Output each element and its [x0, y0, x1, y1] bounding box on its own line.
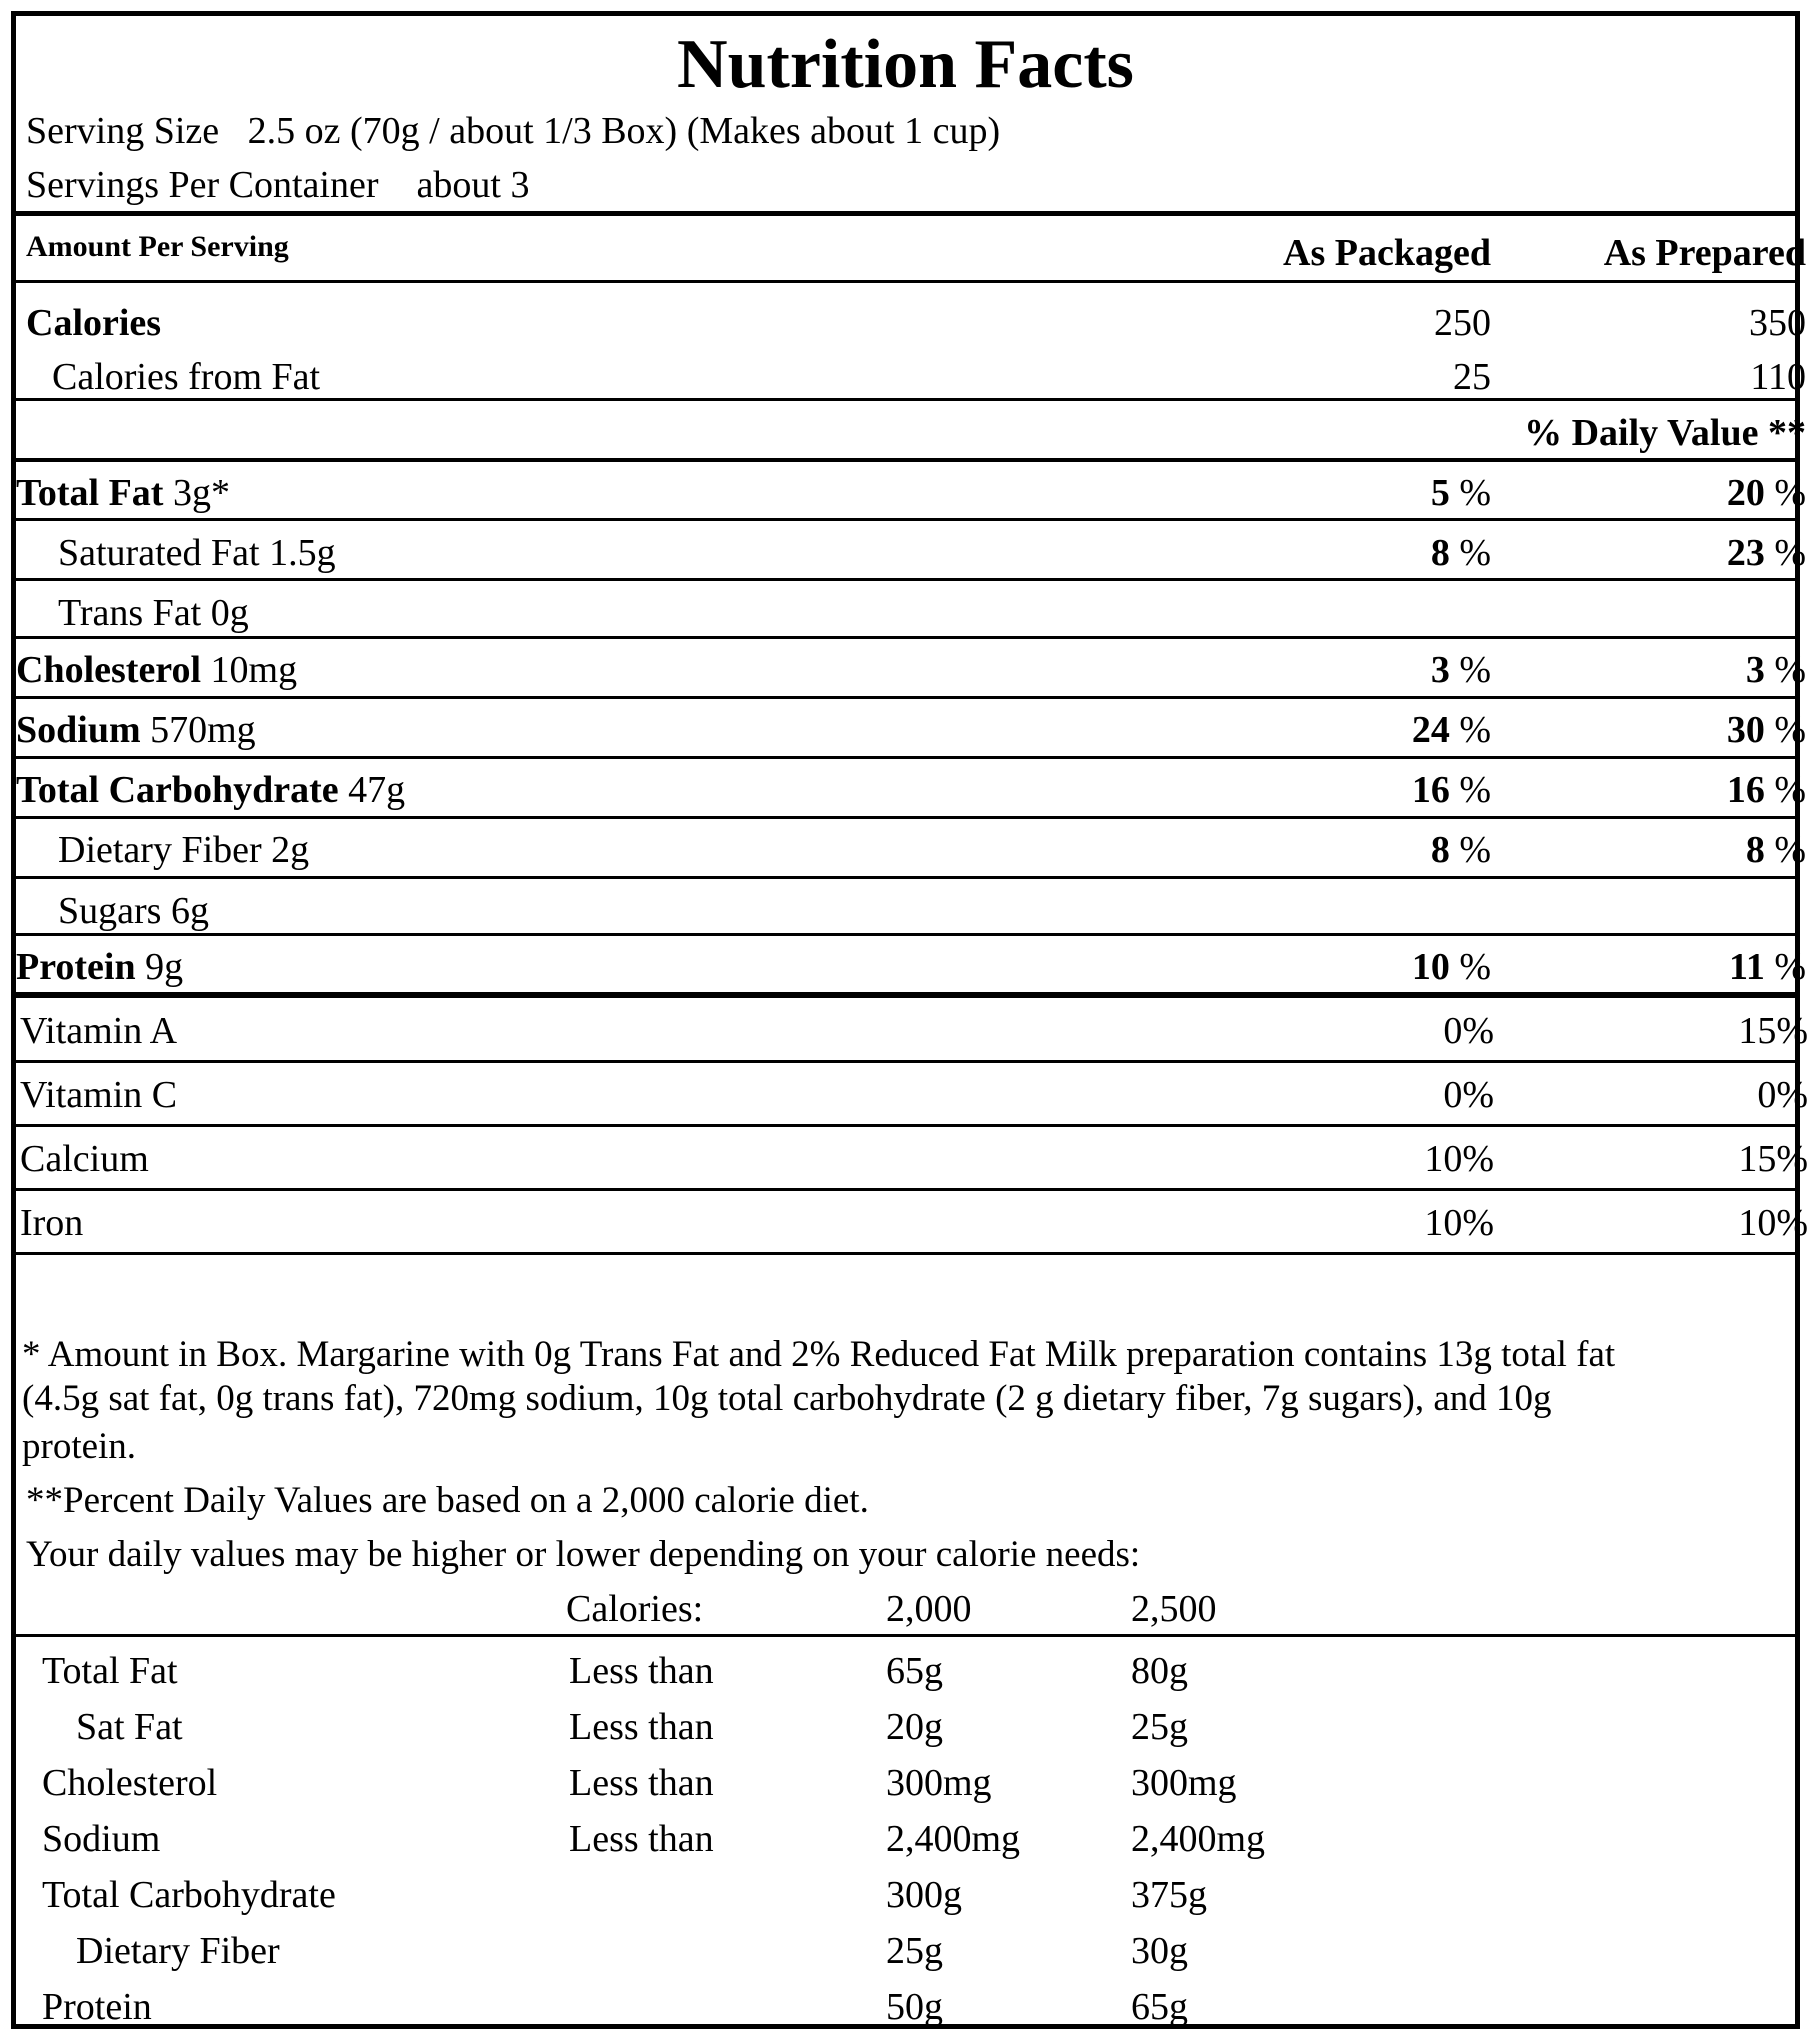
nutrient-dv-packaged: 5 % — [1430, 472, 1491, 514]
nutrient-row-sodium — [16, 711, 256, 749]
nutrient-amount: 6g — [170, 890, 209, 932]
dv-row-c2: 2,400mg — [1131, 1818, 1266, 1860]
vitamin-packaged: 10% — [1424, 1138, 1494, 1180]
divider-thick — [16, 211, 1795, 216]
dv-row-c1: 2,400mg — [886, 1818, 1021, 1860]
divider — [16, 636, 1795, 639]
nutrient-dv-prepared: 11 % — [1728, 946, 1806, 988]
dv-row-c2: 80g — [1131, 1650, 1188, 1692]
nutrient-name: Total Fat — [16, 472, 164, 514]
nutrient-amount: 0g — [210, 592, 249, 634]
dv-table-header-c2: 2,500 — [1131, 1588, 1217, 1630]
nutrient-dv-packaged: 10 % — [1411, 946, 1491, 988]
nutrient-row-dietary-fiber — [58, 831, 309, 869]
col-header-packaged: As Packaged — [1283, 232, 1491, 274]
divider — [16, 280, 1795, 283]
divider — [16, 458, 1795, 462]
nutrient-name: Sugars — [58, 890, 162, 932]
divider — [16, 1634, 1795, 1637]
serving-size-label: Serving Size — [26, 110, 220, 152]
calories-packaged: 250 — [1434, 302, 1491, 344]
divider — [16, 518, 1795, 521]
vitamin-name: Vitamin A — [20, 1010, 178, 1052]
divider — [16, 756, 1795, 759]
dv-row-name: Dietary Fiber — [76, 1930, 280, 1972]
divider — [16, 696, 1795, 699]
amount-per-serving: Amount Per Serving — [26, 230, 289, 263]
divider — [16, 1124, 1795, 1127]
nutrient-dv-prepared: 30 % — [1726, 709, 1806, 751]
nutrient-dv-prepared: 20 % — [1726, 472, 1806, 514]
dv-row-qualifier: Less than — [569, 1818, 714, 1860]
dv-row-c2: 375g — [1131, 1874, 1207, 1916]
vitamin-packaged: 10% — [1424, 1202, 1494, 1244]
dv-row-name: Protein — [42, 1986, 152, 2028]
dv-row-c1: 65g — [886, 1650, 943, 1692]
nutrient-dv-prepared: 23 % — [1726, 532, 1806, 574]
divider — [16, 933, 1795, 936]
footnote-line: * Amount in Box. Margarine with 0g Trans Fat and 2% Reduced Fat Milk preparation contains 13g total fat — [22, 1334, 1616, 1375]
vitamin-prepared: 15% — [1738, 1010, 1808, 1052]
nutrient-row-saturated-fat — [58, 534, 336, 572]
dv-row-name: Cholesterol — [42, 1762, 218, 1804]
nutrient-dv-prepared: 16 % — [1726, 769, 1806, 811]
nutrient-row-cholesterol — [16, 651, 297, 689]
nutrient-amount: 570mg — [150, 709, 256, 751]
servings-label: Servings Per Container — [26, 164, 379, 206]
dv-row-c1: 300g — [886, 1874, 962, 1916]
nutrient-dv-packaged: 8 % — [1430, 829, 1491, 871]
serving-size — [26, 112, 1000, 150]
nutrient-row-sugars — [58, 892, 209, 930]
nutrient-name: Saturated Fat — [58, 532, 260, 574]
nutrient-name: Dietary Fiber — [58, 829, 262, 871]
serving-size-value: 2.5 oz (70g / about 1/3 Box) (Makes about 1 cup) — [247, 110, 1001, 152]
nutrient-name: Cholesterol — [16, 649, 202, 691]
nutrient-dv-packaged: 3 % — [1430, 649, 1491, 691]
vitamin-packaged: 0% — [1443, 1010, 1494, 1052]
footnote-line: (4.5g sat fat, 0g trans fat), 720mg sodium, 10g total carbohydrate (2 g dietary fiber, 7g sugars), and 10g — [22, 1378, 1552, 1419]
vitamin-name: Vitamin C — [20, 1074, 178, 1116]
footnote-line: **Percent Daily Values are based on a 2,000 calorie diet. — [26, 1480, 869, 1521]
label-title: Nutrition Facts — [677, 26, 1134, 103]
vitamin-prepared: 0% — [1757, 1074, 1808, 1116]
nutrient-amount: 10mg — [210, 649, 298, 691]
vitamin-prepared: 10% — [1738, 1202, 1808, 1244]
dv-row-name: Sodium — [42, 1818, 161, 1860]
vitamin-name: Calcium — [20, 1138, 149, 1180]
dv-row-c1: 20g — [886, 1706, 943, 1748]
nutrient-row-protein — [16, 948, 183, 986]
dv-table-header-label: Calories: — [566, 1588, 704, 1630]
divider — [16, 816, 1795, 819]
calories-from-fat-packaged: 25 — [1453, 356, 1491, 398]
nutrition-facts-label — [11, 11, 1808, 2029]
divider-thick — [16, 992, 1795, 998]
dv-row-qualifier: Less than — [569, 1706, 714, 1748]
dv-row-c1: 300mg — [886, 1762, 992, 1804]
nutrient-amount: 1.5g — [269, 532, 336, 574]
vitamin-name: Iron — [20, 1202, 84, 1244]
vitamin-prepared: 15% — [1738, 1138, 1808, 1180]
dv-row-c1: 50g — [886, 1986, 943, 2028]
nutrient-amount: 2g — [271, 829, 310, 871]
footnote-line: Your daily values may be higher or lower depending on your calorie needs: — [26, 1534, 1141, 1575]
divider — [16, 1188, 1795, 1191]
dv-row-qualifier: Less than — [569, 1762, 714, 1804]
divider — [16, 876, 1795, 879]
dv-row-c1: 25g — [886, 1930, 943, 1972]
calories-from-fat-label: Calories from Fat — [52, 356, 321, 398]
servings-per-container — [26, 166, 529, 204]
nutrient-dv-prepared: 3 % — [1745, 649, 1806, 691]
dv-row-c2: 65g — [1131, 1986, 1188, 2028]
dv-table-header-c1: 2,000 — [886, 1588, 972, 1630]
nutrient-name: Protein — [16, 946, 136, 988]
divider — [16, 398, 1795, 401]
nutrient-row-trans-fat — [58, 594, 249, 632]
divider — [16, 1060, 1795, 1063]
nutrient-dv-prepared: 8 % — [1745, 829, 1806, 871]
nutrient-amount: 3g* — [172, 472, 230, 514]
dv-row-qualifier: Less than — [569, 1650, 714, 1692]
nutrient-amount: 9g — [145, 946, 184, 988]
vitamin-packaged: 0% — [1443, 1074, 1494, 1116]
nutrient-name: Sodium — [16, 709, 141, 751]
divider — [16, 1252, 1795, 1255]
calories-from-fat-prepared: 110 — [1750, 356, 1806, 398]
dv-row-name: Sat Fat — [76, 1706, 183, 1748]
calories-prepared: 350 — [1749, 302, 1806, 344]
dv-row-name: Total Fat — [42, 1650, 178, 1692]
dv-row-name: Total Carbohydrate — [42, 1874, 336, 1916]
nutrient-row-total-fat — [16, 474, 230, 512]
nutrient-dv-packaged: 24 % — [1411, 709, 1491, 751]
nutrient-name: Total Carbohydrate — [16, 769, 339, 811]
nutrient-name: Trans Fat — [58, 592, 202, 634]
divider — [16, 578, 1795, 581]
servings-value: about 3 — [416, 164, 530, 206]
nutrient-amount: 47g — [348, 769, 406, 811]
dv-row-c2: 300mg — [1131, 1762, 1237, 1804]
daily-value-header: % Daily Value ** — [1524, 412, 1806, 454]
nutrient-row-total-carbohydrate — [16, 771, 405, 809]
nutrient-dv-packaged: 16 % — [1411, 769, 1491, 811]
footnote-line: protein. — [22, 1426, 137, 1467]
col-header-prepared: As Prepared — [1603, 232, 1806, 274]
nutrient-dv-packaged: 8 % — [1430, 532, 1491, 574]
dv-row-c2: 25g — [1131, 1706, 1188, 1748]
dv-row-c2: 30g — [1131, 1930, 1188, 1972]
calories-label: Calories — [26, 302, 162, 344]
